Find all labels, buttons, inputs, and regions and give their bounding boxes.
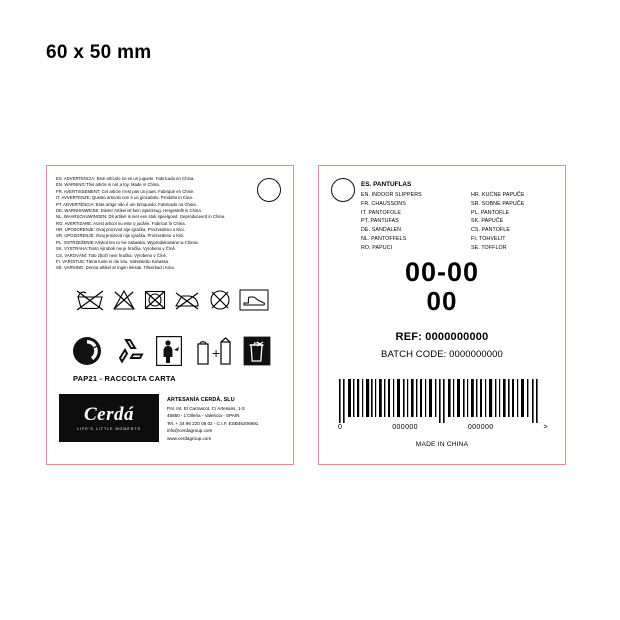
language-line: IT. PANTOFOLE [361, 209, 401, 216]
no-iron-icon [173, 288, 201, 312]
language-line: CS. PANTOFLE [471, 227, 510, 234]
warning-line: SK. VÝSTRAHA:Tento výrobok nie je hračka. Vyrobeno v Číně. [56, 246, 177, 252]
left-label [46, 165, 294, 465]
care-symbols-row [75, 288, 269, 312]
warning-line: SR. UPOZORENJE: Ovaj proizvod nije igračka. Proizvedeno u Kini. [56, 233, 185, 239]
barcode-block [337, 379, 549, 431]
language-line: EN. INDOOR SLIPPERS [361, 192, 422, 198]
barcode-digit-mid2: 000000 [467, 424, 494, 431]
no-wash-icon [75, 288, 105, 312]
product-heading: ES. PANTUFLAS [361, 181, 412, 188]
warning-line: NL. WAARSCHUWINGEN: Dit artikel is niet een stuk speelgoed. Geproduceerd in China. [56, 214, 226, 220]
language-line: SK. PAPUČE [471, 218, 504, 225]
do-not-litter-bin-icon [243, 336, 271, 371]
brand-name: Cerdá [84, 404, 134, 425]
address-line: Pol. Int. El Carrascot, C/ Artesans, 1-3 [167, 405, 245, 411]
punch-hole-icon [257, 178, 281, 202]
brand-bar [59, 394, 283, 442]
warning-line: RO. AVERTIZARE: Acest articol nu este o jucărie. Fabricat în China. [56, 220, 186, 226]
language-column-1 [361, 191, 422, 252]
warning-line: EN. WARNING:This article is not a toy. Made in China. [56, 182, 160, 188]
warning-line: SE. VARNING: Denna artikel är ingen leksak. Tillverkad i Kina. [56, 265, 175, 271]
label-sheet [46, 165, 574, 465]
right-label [318, 165, 566, 465]
size-code-block [319, 258, 565, 315]
warning-line: FR. AVERTISSEMENT: Cet article n'est pas un jouet. Fabriqué en Chine. [56, 188, 195, 194]
batch-code: BATCH CODE: 0000000000 [381, 349, 503, 360]
punch-hole-icon [331, 178, 355, 202]
reference-number: REF: 0000000000 [395, 331, 489, 343]
warnings-block [56, 176, 256, 272]
language-line: FI. TOHVELIT [471, 235, 506, 242]
warning-line: FI. VAROITUS: Tämä tuote ei ole lelu. Valmistettu Kiinassa. [56, 258, 170, 264]
no-tumble-dry-icon [143, 288, 167, 312]
no-bleach-icon [112, 288, 136, 312]
language-line: HR. KUĆNE PAPUČE [471, 192, 525, 198]
made-in-text: MADE IN CHINA [415, 441, 469, 448]
size-code-line2: 00 [426, 286, 458, 317]
address-line: info@cerdagroup.com [167, 428, 213, 434]
brand-tagline: LIFE'S LITTLE MOMENTS [77, 427, 141, 431]
svg-text:+: + [211, 345, 220, 361]
mobius-recycle-icon [115, 336, 145, 371]
address-line: www.cerdagroup.com [167, 435, 212, 441]
address-line: Tel. + 34 96 220 05 02 - C.I.F. ESB46206991 [167, 420, 259, 426]
green-dot-icon [71, 336, 103, 371]
language-line: DE. SANDALEN [361, 227, 402, 234]
barcode-digits [337, 424, 549, 431]
shoe-icon [239, 288, 269, 312]
warning-line: PL. OSTRZEŻENIE:Artykuł ten to nie zabawka. Wyprodukowane w Chinac. [56, 239, 200, 245]
barcode-digit-left: 0 [338, 424, 343, 431]
language-line: PT. PANTUFAS [361, 218, 399, 225]
barcode-digit-right: > [543, 424, 548, 431]
warning-line: DE. WARNHINWEISE: Dieser Artikel ist kein Spielzeug. Hergestellt in China. [56, 207, 202, 213]
language-line: SR. SOBNE PAPUČE [471, 200, 525, 207]
warning-line: ES. ADVERTENCIA: Este artículo no es un juguete. Fabricado en China. [56, 176, 195, 181]
warning-line: CS. VAROVÁNÍ: Toto zboží není hračka. Vyrobeno v Číně. [56, 252, 168, 258]
warning-line: PT. ADVERTÊNCIA: Este artigo não é um brinquedo. Fabricado na China. [56, 201, 197, 207]
pap-code-text: PAP21 - RACCOLTA CARTA [73, 374, 176, 383]
language-line: FR. CHAUSSONS [361, 200, 406, 207]
recycling-symbols-row [71, 336, 271, 371]
size-code-line1: 00-00 [404, 257, 480, 287]
address-line: 46850 - L'Olleria - Valencia - SPAIN [167, 413, 240, 419]
company-name: ARTESANÍA CERDÁ, SLU [167, 397, 235, 403]
brand-logo [59, 394, 159, 442]
no-dryclean-icon [208, 288, 232, 312]
company-address [159, 394, 258, 442]
tidyman-icon [156, 336, 182, 371]
language-line: RO. PAPUCI [361, 244, 393, 251]
language-line: PL. PANTOFLE [471, 209, 510, 216]
page-title: 60 x 50 mm [46, 42, 152, 63]
language-line: NL. PANTOFFELS [361, 235, 407, 242]
warning-line: HR. UPOZORENJE: Ovaj proizvod nije igračka. Proizvedeno u Kini. [56, 227, 185, 232]
barcode-icon [337, 379, 549, 423]
paper-package-icon [194, 336, 232, 371]
barcode-digit-mid1: 000000 [392, 424, 418, 431]
language-column-2 [471, 191, 525, 252]
language-line: SE. TOFFLOR [471, 244, 507, 251]
warning-line: IT. AVVERTENZE: Questo articolo non è un giocattolo. Prodotto in Cina. [56, 195, 193, 201]
